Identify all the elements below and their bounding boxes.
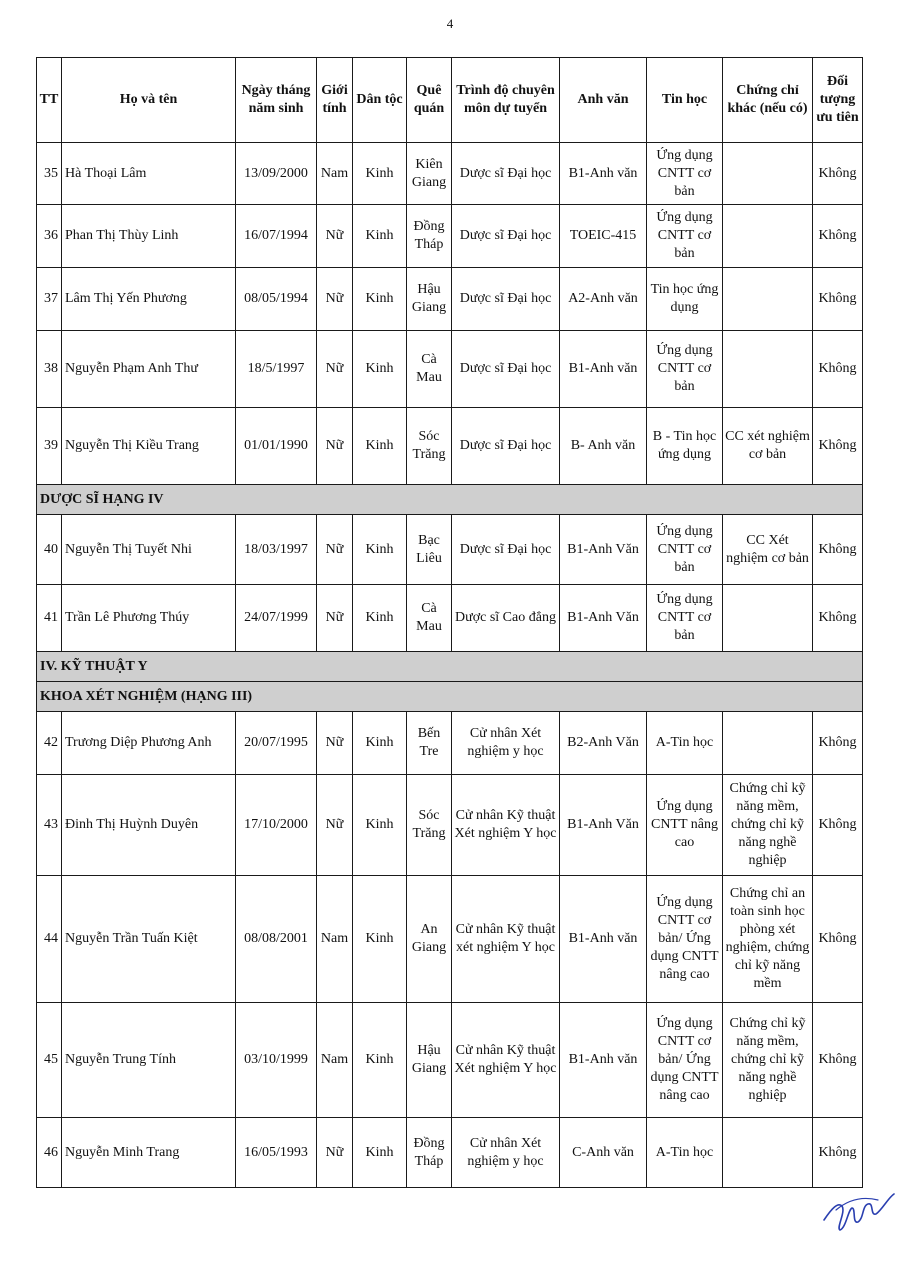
cell-ethnicity: Kinh: [353, 143, 407, 205]
cell-dob: 08/08/2001: [236, 876, 317, 1003]
page-number: 4: [446, 16, 454, 31]
header-it: Tin học: [647, 58, 723, 143]
cell-tt: 45: [37, 1003, 62, 1118]
cell-hometown: Cà Mau: [407, 585, 452, 652]
header-other-certs: Chứng chỉ khác (nếu có): [723, 58, 813, 143]
cell-ethnicity: Kinh: [353, 331, 407, 408]
cell-other-certs: Chứng chỉ an toàn sinh học phòng xét nghiệm, chứng chỉ kỹ năng mềm: [723, 876, 813, 1003]
cell-it: Ứng dụng CNTT cơ bản/ Ứng dụng CNTT nâng cao: [647, 876, 723, 1003]
table-row: [37, 205, 863, 268]
cell-hometown: Sóc Trăng: [407, 408, 452, 485]
table-row: [37, 775, 863, 876]
cell-tt: 41: [37, 585, 62, 652]
cell-ethnicity: Kinh: [353, 775, 407, 876]
cell-priority: Không: [813, 585, 863, 652]
cell-qualification: Cử nhân Kỹ thuật Xét nghiệm Y học: [452, 775, 560, 876]
cell-tt: 39: [37, 408, 62, 485]
cell-gender: Nữ: [317, 775, 353, 876]
cell-dob: 16/05/1993: [236, 1118, 317, 1188]
cell-dob: 18/03/1997: [236, 515, 317, 585]
cell-other-certs: CC Xét nghiệm cơ bản: [723, 515, 813, 585]
cell-hometown: Đồng Tháp: [407, 205, 452, 268]
cell-gender: Nữ: [317, 331, 353, 408]
cell-tt: 40: [37, 515, 62, 585]
table-row: [37, 331, 863, 408]
section-title: IV. KỸ THUẬT Y: [37, 652, 863, 682]
cell-english: B- Anh văn: [560, 408, 647, 485]
table-row: [37, 143, 863, 205]
cell-it: Ứng dụng CNTT cơ bản: [647, 331, 723, 408]
cell-gender: Nữ: [317, 268, 353, 331]
cell-other-certs: [723, 712, 813, 775]
cell-other-certs: Chứng chỉ kỹ năng mềm, chứng chỉ kỹ năng nghề nghiệp: [723, 775, 813, 876]
section-header-row: [37, 485, 863, 515]
cell-priority: Không: [813, 1118, 863, 1188]
table-row: [37, 876, 863, 1003]
header-ethnicity: Dân tộc: [353, 58, 407, 143]
cell-name: Nguyễn Minh Trang: [62, 1118, 236, 1188]
cell-it: Ứng dụng CNTT cơ bản: [647, 143, 723, 205]
cell-it: B - Tin học ứng dụng: [647, 408, 723, 485]
cell-tt: 37: [37, 268, 62, 331]
cell-hometown: Hậu Giang: [407, 1003, 452, 1118]
cell-name: Hà Thoại Lâm: [62, 143, 236, 205]
table-row: [37, 1118, 863, 1188]
header-english: Anh văn: [560, 58, 647, 143]
cell-priority: Không: [813, 408, 863, 485]
cell-gender: Nữ: [317, 712, 353, 775]
cell-english: B1-Anh văn: [560, 143, 647, 205]
cell-priority: Không: [813, 1003, 863, 1118]
cell-it: Ứng dụng CNTT cơ bản: [647, 205, 723, 268]
cell-hometown: Sóc Trăng: [407, 775, 452, 876]
cell-other-certs: [723, 205, 813, 268]
table-header-row: [37, 58, 863, 143]
cell-qualification: Cử nhân Kỹ thuật xét nghiệm Y học: [452, 876, 560, 1003]
cell-hometown: Bạc Liêu: [407, 515, 452, 585]
cell-gender: Nữ: [317, 1118, 353, 1188]
header-hometown: Quê quán: [407, 58, 452, 143]
cell-ethnicity: Kinh: [353, 585, 407, 652]
header-priority: Đối tượng ưu tiên: [813, 58, 863, 143]
cell-other-certs: [723, 331, 813, 408]
cell-qualification: Dược sĩ Đại học: [452, 331, 560, 408]
cell-english: B1-Anh Văn: [560, 515, 647, 585]
cell-gender: Nữ: [317, 585, 353, 652]
cell-ethnicity: Kinh: [353, 712, 407, 775]
cell-name: Nguyễn Trần Tuấn Kiệt: [62, 876, 236, 1003]
cell-english: B1-Anh Văn: [560, 775, 647, 876]
cell-qualification: Dược sĩ Đại học: [452, 268, 560, 331]
signature: [818, 1180, 898, 1240]
cell-other-certs: [723, 143, 813, 205]
cell-it: Ứng dụng CNTT nâng cao: [647, 775, 723, 876]
cell-english: B1-Anh văn: [560, 876, 647, 1003]
cell-english: B1-Anh văn: [560, 1003, 647, 1118]
table-row: [37, 515, 863, 585]
section-header-row: [37, 682, 863, 712]
cell-name: Nguyễn Thị Tuyết Nhi: [62, 515, 236, 585]
cell-hometown: Hậu Giang: [407, 268, 452, 331]
cell-gender: Nam: [317, 876, 353, 1003]
cell-gender: Nữ: [317, 408, 353, 485]
cell-dob: 13/09/2000: [236, 143, 317, 205]
cell-qualification: Dược sĩ Đại học: [452, 143, 560, 205]
cell-dob: 03/10/1999: [236, 1003, 317, 1118]
cell-tt: 36: [37, 205, 62, 268]
candidate-table: [36, 57, 863, 1188]
cell-other-certs: CC xét nghiệm cơ bản: [723, 408, 813, 485]
cell-it: Tin học ứng dụng: [647, 268, 723, 331]
cell-other-certs: [723, 268, 813, 331]
cell-english: A2-Anh văn: [560, 268, 647, 331]
table-row: [37, 585, 863, 652]
cell-dob: 16/07/1994: [236, 205, 317, 268]
cell-qualification: Dược sĩ Đại học: [452, 515, 560, 585]
cell-other-certs: [723, 1118, 813, 1188]
cell-priority: Không: [813, 331, 863, 408]
cell-gender: Nữ: [317, 205, 353, 268]
cell-it: Ứng dụng CNTT cơ bản: [647, 515, 723, 585]
cell-ethnicity: Kinh: [353, 1118, 407, 1188]
cell-english: C-Anh văn: [560, 1118, 647, 1188]
cell-name: Phan Thị Thùy Linh: [62, 205, 236, 268]
cell-qualification: Cử nhân Xét nghiệm y học: [452, 712, 560, 775]
cell-ethnicity: Kinh: [353, 876, 407, 1003]
cell-it: Ứng dụng CNTT cơ bản: [647, 585, 723, 652]
cell-name: Đinh Thị Huỳnh Duyên: [62, 775, 236, 876]
cell-hometown: An Giang: [407, 876, 452, 1003]
cell-priority: Không: [813, 268, 863, 331]
cell-priority: Không: [813, 775, 863, 876]
cell-dob: 18/5/1997: [236, 331, 317, 408]
cell-other-certs: Chứng chỉ kỹ năng mềm, chứng chỉ kỹ năng nghề nghiệp: [723, 1003, 813, 1118]
cell-dob: 08/05/1994: [236, 268, 317, 331]
cell-it: A-Tin học: [647, 712, 723, 775]
cell-it: A-Tin học: [647, 1118, 723, 1188]
cell-ethnicity: Kinh: [353, 1003, 407, 1118]
section-title: DƯỢC SĨ HẠNG IV: [37, 485, 863, 515]
cell-qualification: Cử nhân Xét nghiệm y học: [452, 1118, 560, 1188]
cell-english: TOEIC-415: [560, 205, 647, 268]
cell-english: B1-Anh Văn: [560, 585, 647, 652]
cell-tt: 42: [37, 712, 62, 775]
cell-hometown: Kiên Giang: [407, 143, 452, 205]
cell-english: B2-Anh Văn: [560, 712, 647, 775]
section-title: KHOA XÉT NGHIỆM (HẠNG III): [37, 682, 863, 712]
cell-tt: 35: [37, 143, 62, 205]
cell-tt: 43: [37, 775, 62, 876]
cell-priority: Không: [813, 143, 863, 205]
table-row: [37, 712, 863, 775]
cell-it: Ứng dụng CNTT cơ bản/ Ứng dụng CNTT nâng cao: [647, 1003, 723, 1118]
cell-ethnicity: Kinh: [353, 408, 407, 485]
cell-ethnicity: Kinh: [353, 205, 407, 268]
cell-ethnicity: Kinh: [353, 268, 407, 331]
table-body: [37, 143, 863, 1188]
cell-priority: Không: [813, 515, 863, 585]
cell-name: Nguyễn Phạm Anh Thư: [62, 331, 236, 408]
header-gender: Giới tính: [317, 58, 353, 143]
cell-priority: Không: [813, 876, 863, 1003]
header-name: Họ và tên: [62, 58, 236, 143]
cell-qualification: Dược sĩ Cao đẳng: [452, 585, 560, 652]
cell-dob: 24/07/1999: [236, 585, 317, 652]
cell-dob: 01/01/1990: [236, 408, 317, 485]
cell-dob: 20/07/1995: [236, 712, 317, 775]
cell-english: B1-Anh văn: [560, 331, 647, 408]
cell-name: Lâm Thị Yến Phương: [62, 268, 236, 331]
cell-hometown: Cà Mau: [407, 331, 452, 408]
section-header-row: [37, 652, 863, 682]
cell-tt: 38: [37, 331, 62, 408]
cell-hometown: Đồng Tháp: [407, 1118, 452, 1188]
cell-ethnicity: Kinh: [353, 515, 407, 585]
header-tt: TT: [37, 58, 62, 143]
cell-gender: Nam: [317, 1003, 353, 1118]
cell-tt: 46: [37, 1118, 62, 1188]
header-dob: Ngày tháng năm sinh: [236, 58, 317, 143]
cell-priority: Không: [813, 712, 863, 775]
cell-qualification: Dược sĩ Đại học: [452, 205, 560, 268]
table-row: [37, 1003, 863, 1118]
cell-name: Trương Diệp Phương Anh: [62, 712, 236, 775]
cell-gender: Nữ: [317, 515, 353, 585]
cell-hometown: Bến Tre: [407, 712, 452, 775]
table-row: [37, 408, 863, 485]
header-qualification: Trình độ chuyên môn dự tuyển: [452, 58, 560, 143]
cell-qualification: Dược sĩ Đại học: [452, 408, 560, 485]
table-row: [37, 268, 863, 331]
cell-qualification: Cử nhân Kỹ thuật Xét nghiệm Y học: [452, 1003, 560, 1118]
cell-name: Nguyễn Trung Tính: [62, 1003, 236, 1118]
cell-dob: 17/10/2000: [236, 775, 317, 876]
cell-gender: Nam: [317, 143, 353, 205]
cell-name: Trần Lê Phương Thúy: [62, 585, 236, 652]
cell-tt: 44: [37, 876, 62, 1003]
cell-name: Nguyễn Thị Kiều Trang: [62, 408, 236, 485]
cell-other-certs: [723, 585, 813, 652]
cell-priority: Không: [813, 205, 863, 268]
